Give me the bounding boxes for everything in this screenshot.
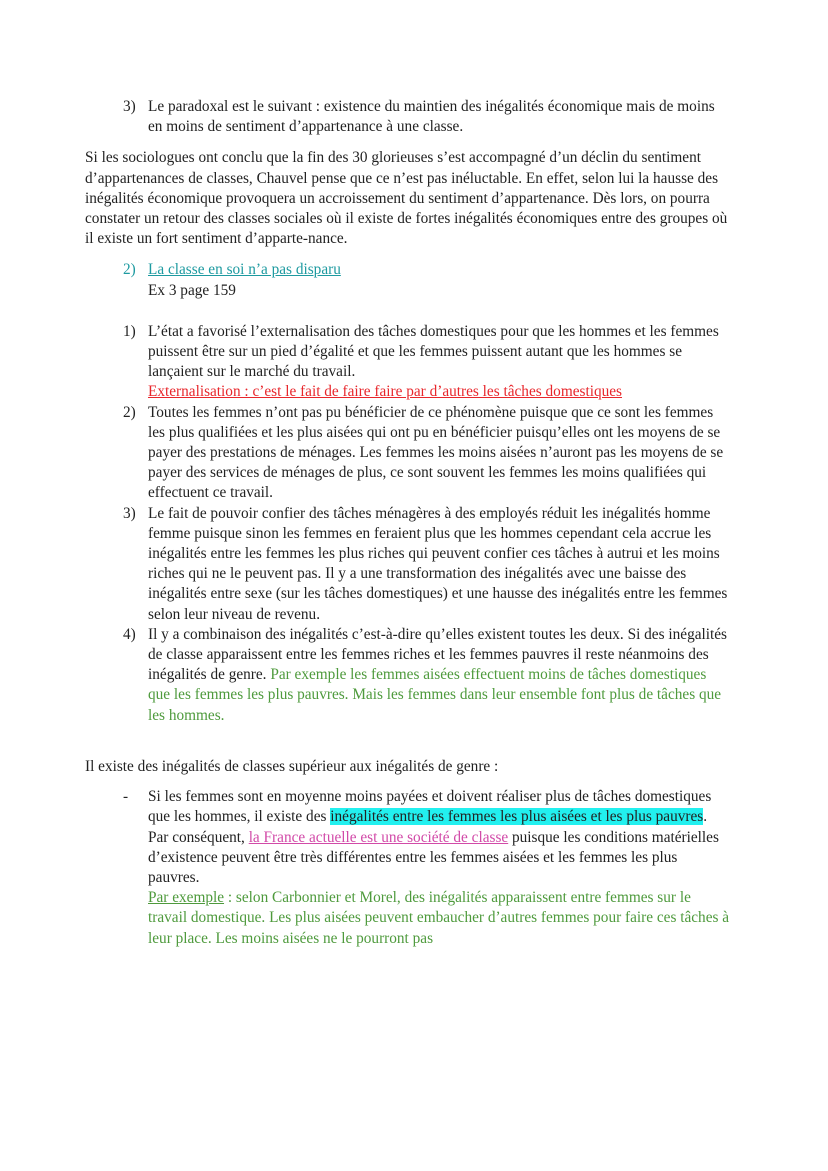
- item-number: 2): [123, 403, 136, 421]
- item-text: L’état a favorisé l’externalisation des tâches domestiques pour que les hommes et les femmes puissent être sur un pied d’égalité et que les femmes puissent autant que les hommes se lançaient sur le marché du travail.: [148, 322, 719, 381]
- example-text: : selon Carbonnier et Morel, des inégalités apparaissent entre femmes sur le travail domestique. Les plus aisées peuvent embaucher d’autres femmes pour faire ces tâches à leur place. Les moins aisées ne le pourront pas: [148, 889, 730, 947]
- list-item: [123, 97, 730, 137]
- section-title: La classe en soi n’a pas disparu: [148, 261, 341, 279]
- paragraph: Il existe des inégalités de classes supérieur aux inégalités de genre :: [85, 757, 499, 775]
- list-item: [123, 403, 730, 504]
- bullet-text: puisque les conditions matérielles d’existence peuvent être très différentes entre les femmes aisées et les femmes les plus pauvres.: [148, 828, 719, 886]
- highlighted-text: inégalités entre les femmes les plus aisées et les plus pauvres: [330, 808, 704, 826]
- definition: Externalisation : c’est le fait de faire faire par d’autres les tâches domestiques: [148, 383, 623, 401]
- item-text: Le paradoxal est le suivant : existence du maintien des inégalités économique mais de moins en moins de sentiment d’appartenance à une classe.: [148, 98, 715, 136]
- item-number: 3): [123, 98, 136, 115]
- paragraph: Si les sociologues ont conclu que la fin des 30 glorieuses s’est accompagné d’un déclin du sentiment d’appartenances de classes, Chauvel pense que ce n’est pas inéluctable. En effet, selon lui la hausse des inégalités économique provoquera un accroissement du sentiment d’appartenance. Dès lors, on pourra constater un retour des classes sociales où il existe de fortes inégalités économiques entre des groupes où il existe un fort sentiment d’apparte-nance.: [85, 149, 728, 248]
- numbered-list: [123, 322, 730, 726]
- item-text: Le fait de pouvoir confier des tâches ménagères à des employés réduit les inégalités homme femme puisque sinon les femmes en feraient plus que les hommes cependant cela accrue les inégalités entre les femmes les plus riches qui peuvent confier ces tâches à autrui et les moins riches qui ne le peuvent pas. Il y a une transformation des inégalités avec une baisse des inégalités entre sexe (sur les tâches domestiques) et une hausse des inégalités entre les femmes selon leur niveau de revenu.: [148, 504, 728, 623]
- example-text: Par exemple les femmes aisées effectuent moins de tâches domestiques que les femmes les plus pauvres. Mais les femmes dans leur ensemble font plus de tâches que les hommes.: [148, 666, 722, 724]
- bullet-text: Si les femmes sont en moyenne moins payées et doivent réaliser plus de tâches domestiques que les hommes, il existe des: [148, 788, 712, 826]
- underlined-text: la France actuelle est une société de classe: [248, 828, 509, 846]
- bullet-item: [123, 787, 730, 949]
- list-item: [123, 322, 730, 403]
- bullet-text: . Par conséquent,: [148, 808, 708, 846]
- item-text: Il y a combinaison des inégalités c’est-à-dire qu’elles existent toutes les deux. Si des inégalités de classe apparaissent entre les femmes riches et les femmes pauvres il reste néanmoins des inégalités de genre.: [148, 625, 727, 684]
- item-number: 3): [123, 504, 136, 522]
- section-heading: [123, 260, 730, 300]
- example-label: Par exemple: [148, 889, 225, 907]
- item-number: 4): [123, 625, 136, 643]
- list-item: [123, 625, 730, 726]
- section-number: 2): [123, 261, 136, 279]
- item-number: 1): [123, 322, 136, 340]
- section-subtitle: Ex 3 page 159: [148, 281, 236, 299]
- list-item: [123, 504, 730, 625]
- item-text: Toutes les femmes n’ont pas pu bénéficier de ce phénomène puisque que ce sont les femmes les plus qualifiées et les plus aisées qui ont pu en bénéficier puisqu’elles ont les moyens de se payer des prestations de ménages. Les femmes les moins aisées n’auront pas les moyens de se payer des services de ménages de plus, ce sont souvent les femmes les moins qualifiées qui effectuent ce travail.: [148, 403, 724, 502]
- bullet-marker: -: [123, 788, 129, 806]
